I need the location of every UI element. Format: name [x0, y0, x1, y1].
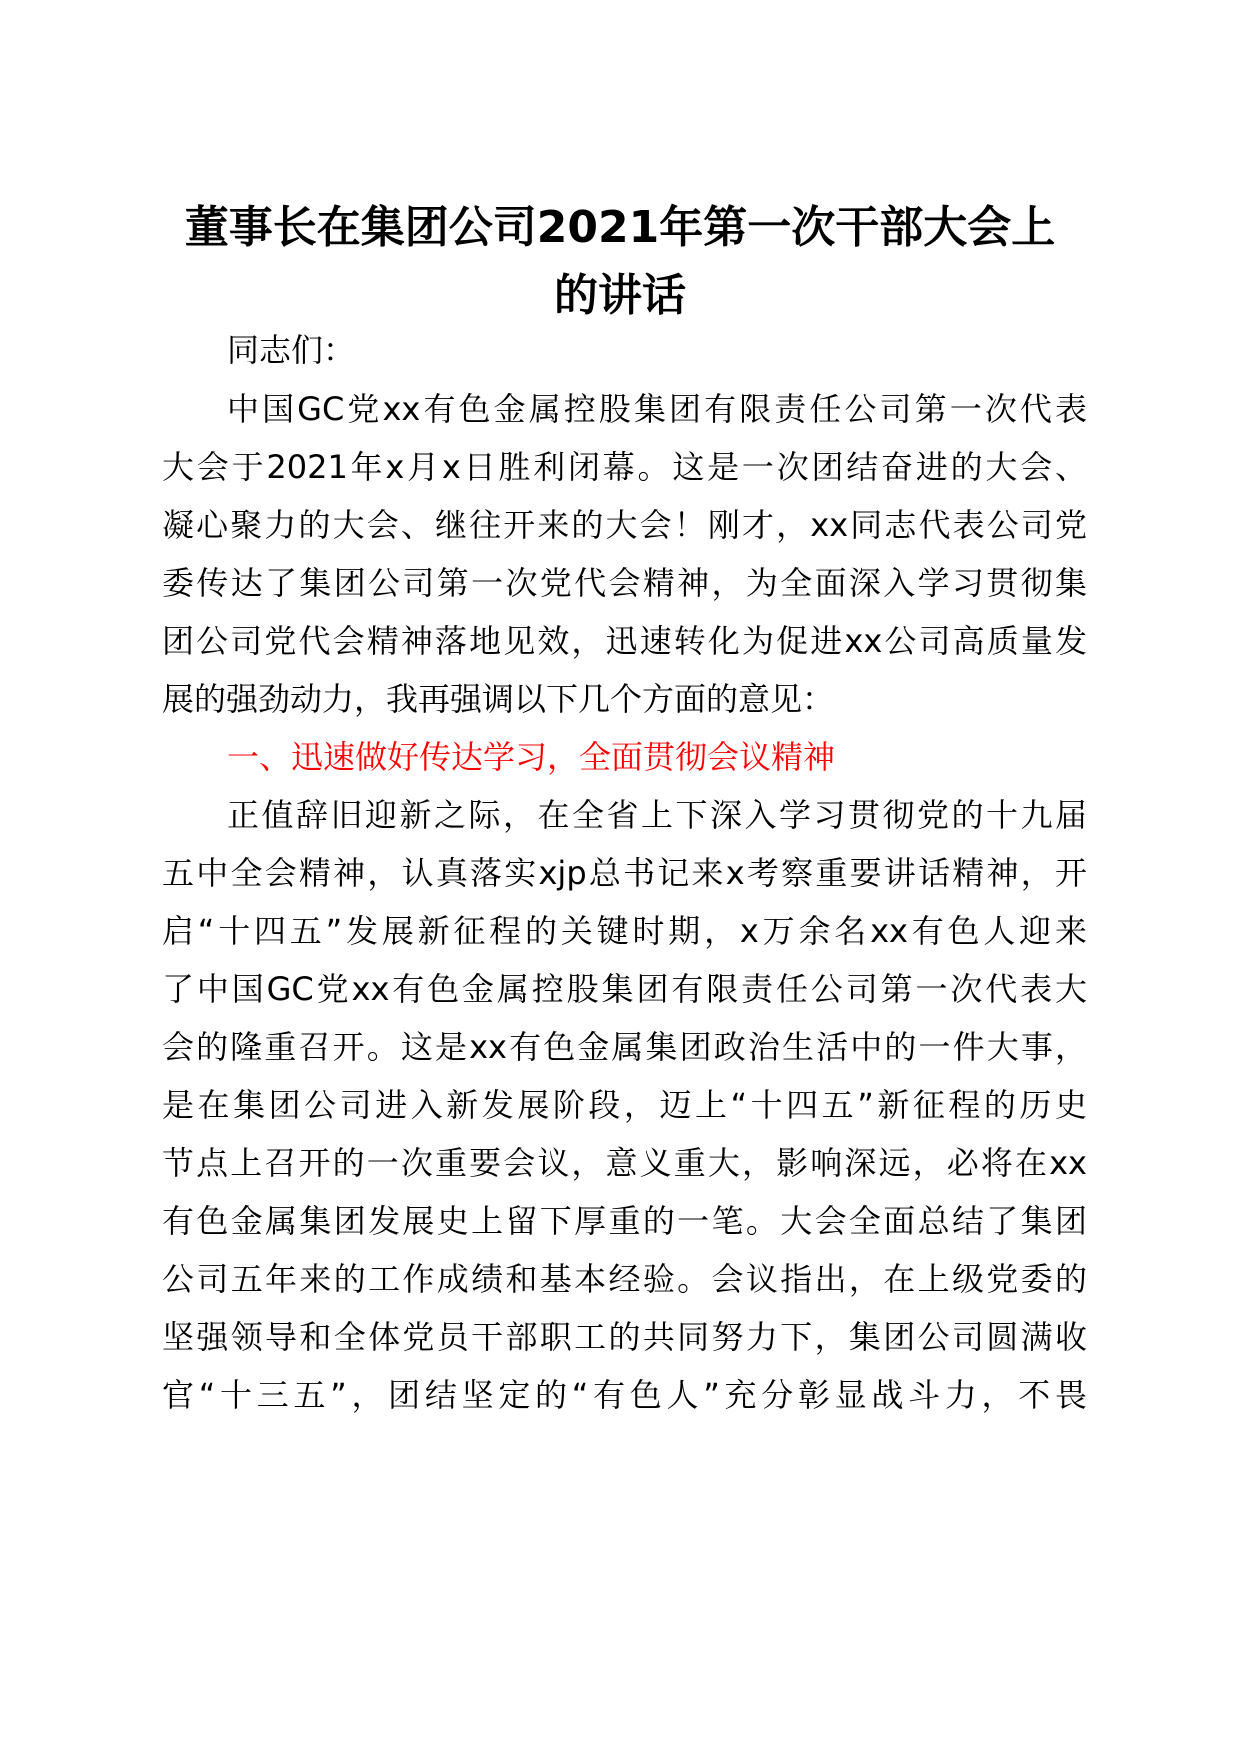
paragraph-2-line: 公司五年来的工作成绩和基本经验。会议指出，在上级党委的 — [162, 1260, 1087, 1298]
salutation: 同志们： — [227, 331, 356, 369]
paragraph-2-line: 会的隆重召开。这是xx有色金属集团政治生活中的一件大事， — [162, 1028, 1087, 1066]
paragraph-1-line: 凝心聚力的大会、继往开来的大会！刚才，xx同志代表公司党 — [162, 506, 1087, 544]
paragraph-2-line: 五中全会精神，认真落实xjp总书记来x考察重要讲话精神，开 — [162, 854, 1087, 892]
paragraph-1-line: 中国GC党xx有色金属控股集团有限责任公司第一次代表 — [227, 390, 1087, 428]
paragraph-2-line: 坚强领导和全体党员干部职工的共同努力下，集团公司圆满收 — [162, 1318, 1087, 1356]
paragraph-1-line: 展的强劲动力，我再强调以下几个方面的意见： — [162, 680, 835, 718]
section-heading-1: 一、迅速做好传达学习，全面贯彻会议精神 — [227, 738, 836, 776]
paragraph-1-line: 大会于2021年x月x日胜利闭幕。这是一次团结奋进的大会、 — [162, 448, 1087, 486]
paragraph-2-line: 正值辞旧迎新之际，在全省上下深入学习贯彻党的十九届 — [227, 796, 1087, 834]
paragraph-2-line: 启“十四五”发展新征程的关键时期，x万余名xx有色人迎来 — [162, 912, 1087, 950]
paragraph-2-line: 了中国GC党xx有色金属控股集团有限责任公司第一次代表大 — [162, 970, 1087, 1008]
paragraph-2-line: 节点上召开的一次重要会议，意义重大，影响深远，必将在xx — [162, 1144, 1087, 1182]
paragraph-2-line: 有色金属集团发展史上留下厚重的一笔。大会全面总结了集团 — [162, 1202, 1087, 1240]
paragraph-1-line: 委传达了集团公司第一次党代会精神，为全面深入学习贯彻集 — [162, 564, 1087, 602]
paragraph-1-line: 团公司党代会精神落地见效，迅速转化为促进xx公司高质量发 — [162, 622, 1087, 660]
document-title-line-1: 董事长在集团公司2021年第一次干部大会上 — [184, 202, 1056, 253]
paragraph-2-line: 是在集团公司进入新发展阶段，迈上“十四五”新征程的历史 — [162, 1086, 1087, 1124]
document-title-line-2: 的讲话 — [554, 270, 686, 321]
paragraph-2-line: 官“十三五”，团结坚定的“有色人”充分彰显战斗力，不畏 — [162, 1376, 1087, 1414]
